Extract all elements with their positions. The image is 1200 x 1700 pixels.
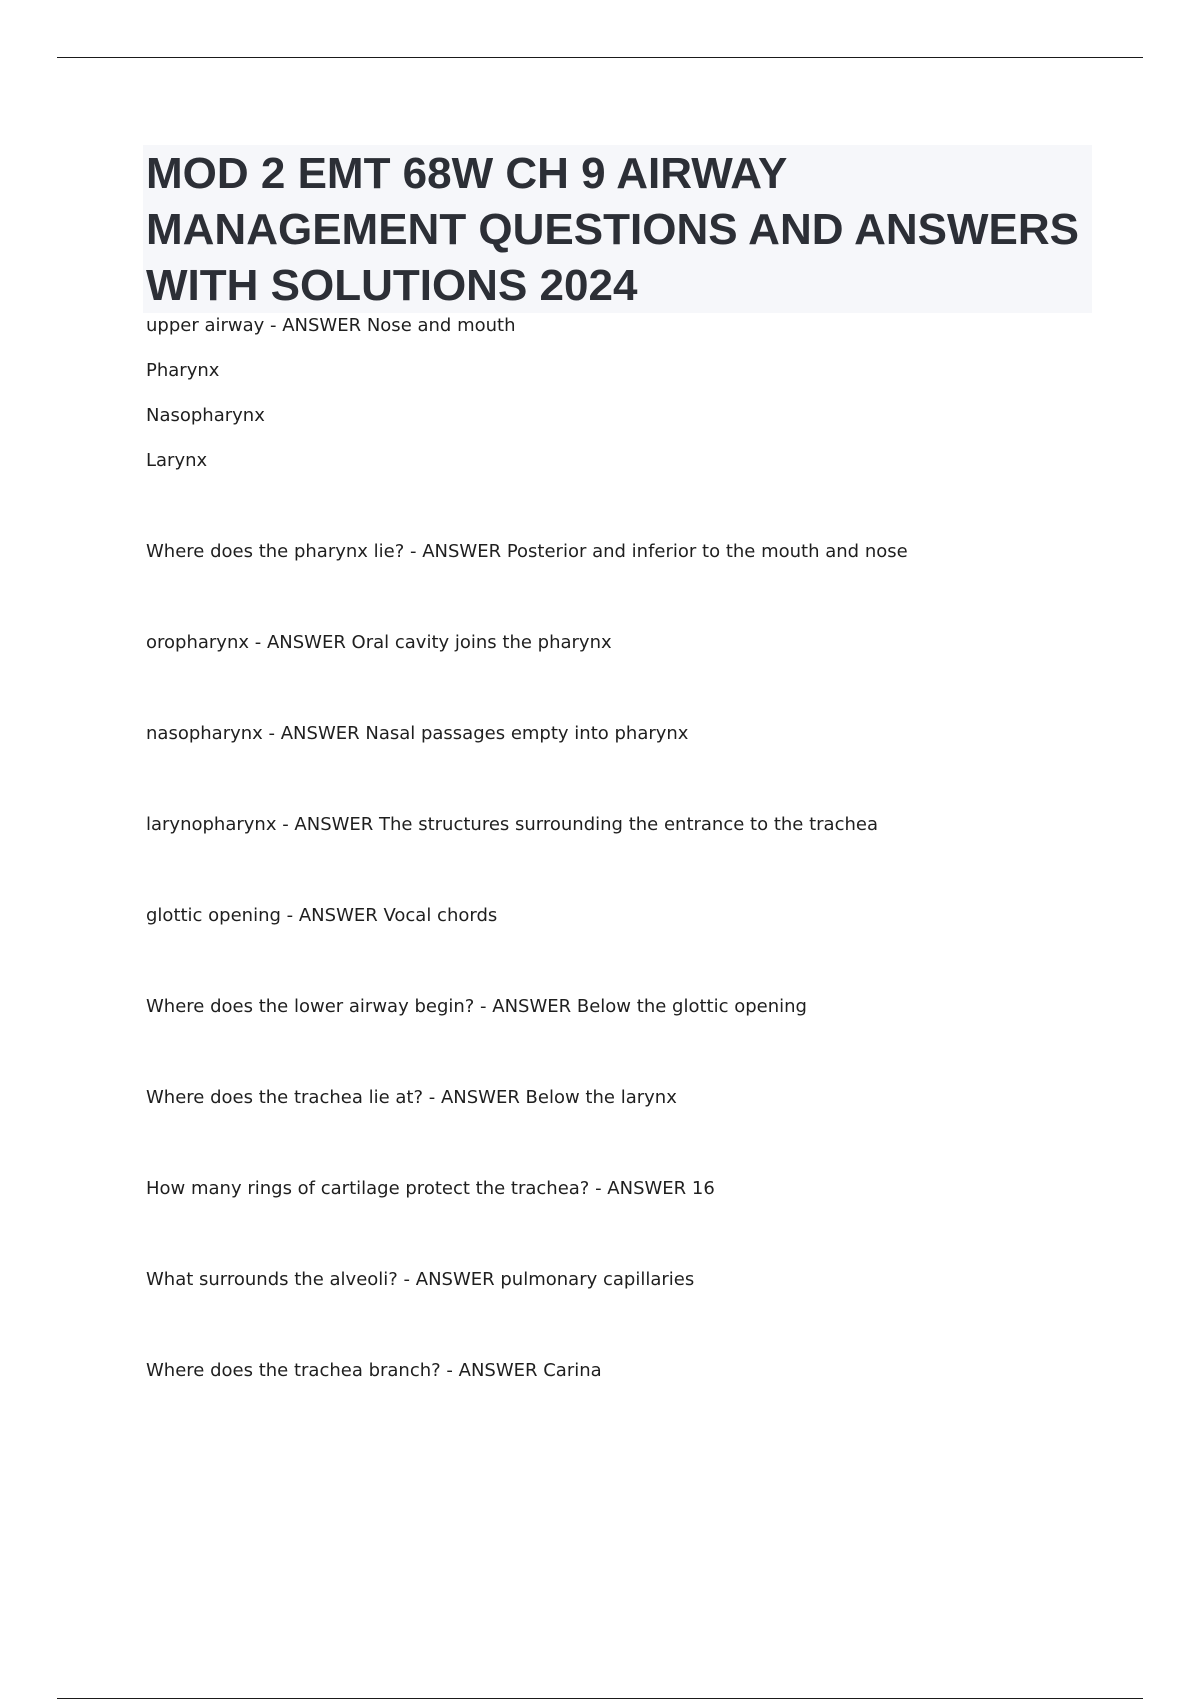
bottom-rule (57, 1698, 1143, 1699)
qa-line: Larynx (146, 450, 208, 471)
document-title: MOD 2 EMT 68W CH 9 AIRWAY MANAGEMENT QUESTIONS AND ANSWERS WITH SOLUTIONS 2024 (146, 149, 1079, 310)
qa-line: nasopharynx - ANSWER Nasal passages empty into pharynx (146, 723, 689, 744)
qa-line: Where does the trachea lie at? - ANSWER Below the larynx (146, 1087, 677, 1108)
qa-line: Nasopharynx (146, 405, 265, 426)
qa-line: What surrounds the alveoli? - ANSWER pulmonary capillaries (146, 1269, 695, 1290)
top-rule (57, 57, 1143, 58)
qa-line: How many rings of cartilage protect the trachea? - ANSWER 16 (146, 1178, 715, 1199)
qa-line: glottic opening - ANSWER Vocal chords (146, 905, 498, 926)
qa-line: larynopharynx - ANSWER The structures surrounding the entrance to the trachea (146, 814, 878, 835)
qa-line: Where does the lower airway begin? - ANSWER Below the glottic opening (146, 996, 807, 1017)
qa-line: Pharynx (146, 360, 220, 381)
qa-line: upper airway - ANSWER Nose and mouth (146, 315, 516, 336)
qa-line: Where does the pharynx lie? - ANSWER Posterior and inferior to the mouth and nose (146, 541, 908, 562)
qa-line: Where does the trachea branch? - ANSWER Carina (146, 1360, 602, 1381)
qa-line: oropharynx - ANSWER Oral cavity joins the pharynx (146, 632, 612, 653)
